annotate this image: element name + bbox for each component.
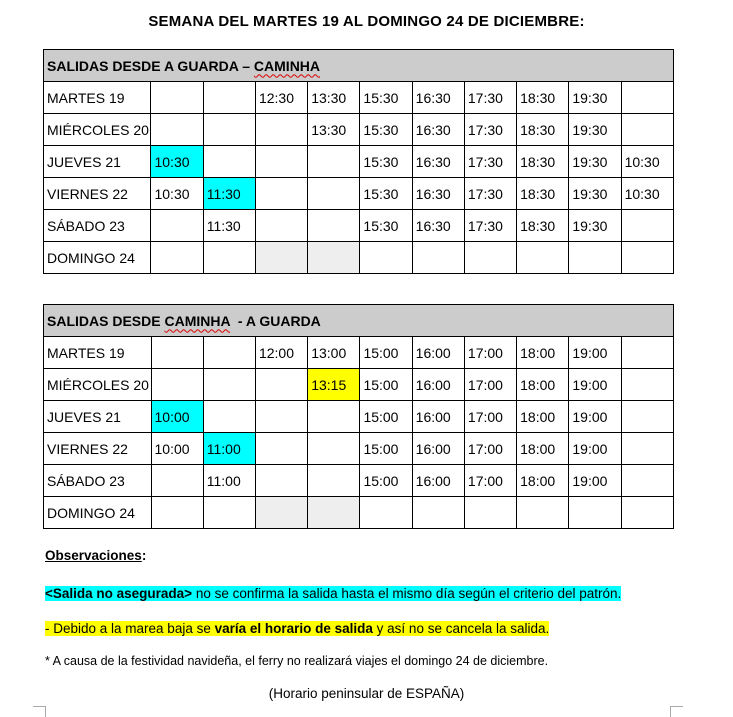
header-text-misspelled: CAMINHA: [164, 312, 231, 329]
time-cell: [621, 433, 673, 465]
header-text: - A GUARDA: [230, 312, 321, 329]
time-cell: [203, 82, 255, 114]
time-cell: 17:00: [464, 401, 516, 433]
time-cell: [464, 497, 516, 529]
time-cell: 17:30: [464, 146, 516, 178]
time-cell: [308, 210, 360, 242]
observations-label: Observaciones: [45, 548, 142, 563]
note-bold: varía el horario de salida: [214, 621, 373, 636]
day-cell: JUEVES 21: [44, 401, 152, 433]
time-cell: 16:30: [412, 146, 464, 178]
time-cell: [151, 337, 203, 369]
time-cell: 11:00: [203, 433, 255, 465]
note-bold: <Salida no asegurada>: [45, 586, 193, 601]
table-row: [44, 401, 674, 433]
time-cell: 15:30: [360, 146, 412, 178]
time-cell: 16:00: [412, 433, 464, 465]
time-cell: 16:00: [412, 337, 464, 369]
time-cell: 16:30: [412, 178, 464, 210]
time-cell: 11:30: [203, 178, 255, 210]
time-cell: [621, 337, 673, 369]
time-cell: 15:00: [360, 337, 412, 369]
time-cell: [203, 146, 255, 178]
table-row: [44, 337, 674, 369]
day-cell: SÁBADO 23: [44, 210, 151, 242]
table-row: [44, 114, 674, 146]
time-cell: 13:30: [308, 82, 360, 114]
time-cell: 15:00: [360, 465, 412, 497]
time-cell: [151, 114, 203, 146]
time-cell: 17:00: [464, 465, 516, 497]
header-text: SALIDAS DESDE: [47, 312, 165, 329]
time-cell: 19:30: [569, 82, 621, 114]
time-cell: 12:00: [255, 337, 307, 369]
time-cell: [203, 337, 255, 369]
day-cell: SÁBADO 23: [44, 465, 152, 497]
time-cell: [464, 242, 516, 274]
note-text: - Debido a la marea baja se: [45, 621, 215, 636]
day-cell: JUEVES 21: [44, 146, 151, 178]
time-cell: 17:30: [464, 114, 516, 146]
note-text: y así no se cancela la salida.: [372, 621, 550, 636]
time-cell: [151, 210, 203, 242]
time-cell: [255, 497, 307, 529]
page-corner-mark: [670, 706, 683, 717]
time-cell: 19:30: [569, 146, 621, 178]
time-cell: 16:00: [412, 465, 464, 497]
time-cell: 16:30: [412, 210, 464, 242]
time-cell: 17:00: [464, 337, 516, 369]
time-cell: [255, 465, 307, 497]
day-cell: MIÉRCOLES 20: [44, 369, 152, 401]
time-cell: [621, 401, 673, 433]
day-cell: MARTES 19: [44, 82, 151, 114]
time-cell: 18:30: [517, 82, 569, 114]
time-cell: [412, 242, 464, 274]
note-text: no se confirma la salida hasta el mismo día según el criterio del patrón.: [192, 586, 622, 601]
time-cell: 11:00: [203, 465, 255, 497]
time-cell: 17:30: [464, 82, 516, 114]
time-cell: 11:30: [203, 210, 255, 242]
time-cell: 16:30: [412, 82, 464, 114]
time-cell: 15:30: [360, 210, 412, 242]
time-cell: 17:00: [464, 369, 516, 401]
time-cell: 10:30: [621, 146, 673, 178]
time-cell: [517, 242, 569, 274]
table-row: [44, 433, 674, 465]
time-cell: 18:30: [517, 210, 569, 242]
time-cell: [203, 497, 255, 529]
time-cell: 15:30: [360, 82, 412, 114]
header-text-misspelled: CAMINHA: [253, 57, 321, 74]
time-cell: [203, 114, 255, 146]
time-cell: 15:00: [360, 369, 412, 401]
time-cell: [569, 242, 621, 274]
time-cell: 18:00: [517, 401, 569, 433]
time-cell: 10:00: [151, 433, 203, 465]
note-not-guaranteed: [45, 586, 621, 601]
time-cell: 15:00: [360, 401, 412, 433]
time-cell: 13:30: [308, 114, 360, 146]
time-cell: 10:30: [621, 178, 673, 210]
time-cell: [255, 401, 307, 433]
time-cell: [203, 401, 255, 433]
time-cell: 17:30: [464, 178, 516, 210]
day-cell: DOMINGO 24: [44, 242, 151, 274]
time-cell: 19:30: [569, 114, 621, 146]
time-cell: 18:00: [517, 337, 569, 369]
day-cell: MIÉRCOLES 20: [44, 114, 151, 146]
table-row: [44, 497, 674, 529]
time-cell: 13:15: [308, 369, 360, 401]
day-cell: MARTES 19: [44, 337, 152, 369]
time-cell: 19:30: [569, 210, 621, 242]
time-cell: [255, 210, 307, 242]
time-cell: 18:00: [517, 433, 569, 465]
time-cell: 15:00: [360, 433, 412, 465]
time-cell: [255, 146, 307, 178]
table-row: [44, 146, 674, 178]
day-cell: VIERNES 22: [44, 178, 151, 210]
time-cell: [621, 242, 673, 274]
day-cell: DOMINGO 24: [44, 497, 152, 529]
time-cell: [308, 465, 360, 497]
time-cell: 18:30: [517, 146, 569, 178]
time-cell: 18:00: [517, 465, 569, 497]
time-cell: 19:00: [569, 369, 621, 401]
time-cell: 19:30: [569, 178, 621, 210]
time-cell: [621, 114, 673, 146]
time-cell: [151, 465, 203, 497]
time-cell: [203, 242, 255, 274]
time-cell: 18:30: [517, 178, 569, 210]
time-cell: [308, 242, 360, 274]
time-cell: [255, 114, 307, 146]
time-cell: [308, 146, 360, 178]
time-cell: 18:00: [517, 369, 569, 401]
time-cell: [412, 497, 464, 529]
time-cell: [255, 242, 307, 274]
time-cell: 19:00: [569, 401, 621, 433]
time-cell: 18:30: [517, 114, 569, 146]
time-cell: [151, 497, 203, 529]
schedule-table-guarda-caminha: [43, 49, 674, 274]
time-cell: [517, 497, 569, 529]
time-cell: 15:30: [360, 114, 412, 146]
time-cell: [203, 369, 255, 401]
time-cell: [308, 497, 360, 529]
time-cell: 19:00: [569, 433, 621, 465]
time-cell: 10:30: [151, 178, 203, 210]
time-cell: [308, 401, 360, 433]
time-cell: [360, 497, 412, 529]
header-text: SALIDAS DESDE A GUARDA –: [47, 57, 254, 74]
table-header: [44, 305, 674, 337]
day-cell: VIERNES 22: [44, 433, 152, 465]
table-header: [44, 50, 674, 82]
time-cell: [151, 369, 203, 401]
table-row: [44, 465, 674, 497]
time-cell: 10:00: [151, 401, 203, 433]
time-cell: 13:00: [308, 337, 360, 369]
time-cell: [308, 433, 360, 465]
note-festive: * A causa de la festividad navideña, el ferry no realizará viajes el domingo 24 de diciembre.: [45, 654, 549, 668]
time-cell: [621, 369, 673, 401]
table-row: [44, 82, 674, 114]
time-cell: [151, 242, 203, 274]
table-row: [44, 210, 674, 242]
table-row: [44, 242, 674, 274]
table-row: [44, 178, 674, 210]
time-cell: 16:00: [412, 401, 464, 433]
time-cell: [360, 242, 412, 274]
time-cell: 17:30: [464, 210, 516, 242]
page-corner-mark: [33, 706, 46, 717]
time-cell: 15:30: [360, 178, 412, 210]
time-cell: [255, 433, 307, 465]
note-tide: [45, 621, 549, 636]
page-title: SEMANA DEL MARTES 19 AL DOMINGO 24 DE DICIEMBRE:: [148, 13, 585, 30]
time-cell: 19:00: [569, 337, 621, 369]
time-cell: 19:00: [569, 465, 621, 497]
time-cell: [621, 465, 673, 497]
time-cell: 12:30: [255, 82, 307, 114]
time-cell: 16:00: [412, 369, 464, 401]
colon: :: [141, 548, 147, 563]
schedule-table-caminha-guarda: [43, 304, 674, 529]
time-cell: [308, 178, 360, 210]
time-cell: 17:00: [464, 433, 516, 465]
time-cell: [621, 210, 673, 242]
time-cell: [255, 178, 307, 210]
time-cell: [569, 497, 621, 529]
time-cell: 16:30: [412, 114, 464, 146]
time-cell: [151, 82, 203, 114]
observations-heading: [45, 548, 146, 563]
note-timezone: (Horario peninsular de ESPAÑA): [268, 686, 465, 701]
time-cell: 10:30: [151, 146, 203, 178]
table-row: [44, 369, 674, 401]
time-cell: [621, 82, 673, 114]
time-cell: [255, 369, 307, 401]
time-cell: [621, 497, 673, 529]
